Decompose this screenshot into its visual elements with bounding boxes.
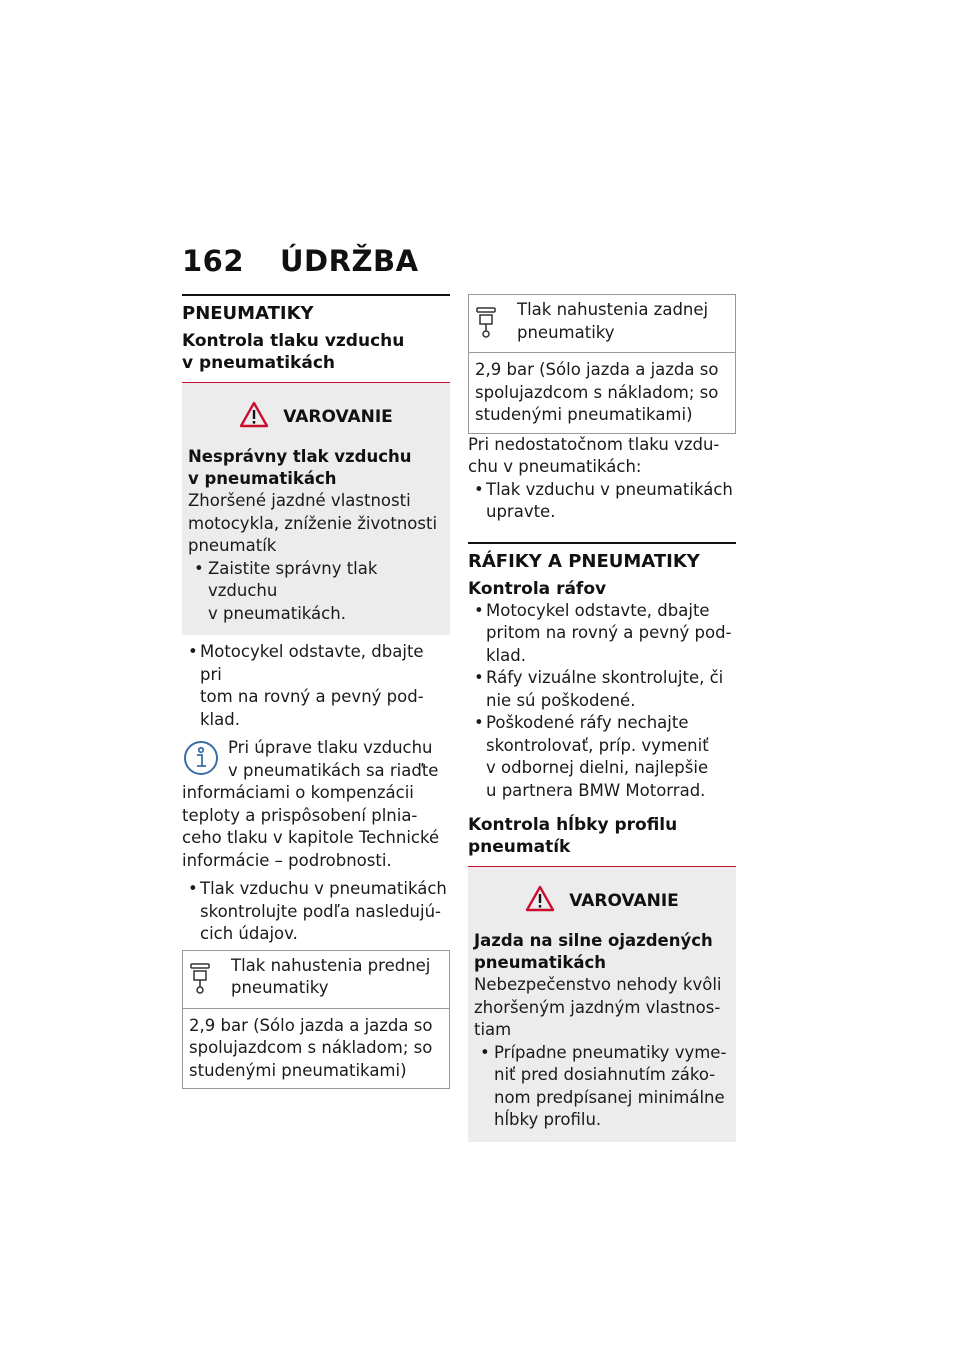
warning-box (182, 383, 450, 635)
left-column (182, 294, 450, 1089)
low-pressure-text: Pri nedostatočnom tlaku vzdu- chu v pneumatikách: (468, 434, 720, 476)
rim-bullet-1: • Motocykel odstavte, dbajte pritom na rovný a pevný pod- klad. (468, 600, 736, 668)
rear-tire-pressure-label: Tlak nahustenia zadnej pneumatiky (517, 300, 709, 342)
warning-text: Zhoršené jazdné vlastnosti motocykla, zníženie životnosti pneumatík (188, 491, 438, 555)
section-title-pneumatiky: PNEUMATIKY (182, 303, 314, 324)
tire-pressure-gauge-icon (473, 299, 517, 343)
warning-bullet: • Zaistite správny tlak vzduchu v pneumatikách. (188, 558, 444, 626)
warning-heading: Nesprávny tlak vzduchu v pneumatikách (188, 447, 412, 488)
subsection-title-rim-check: Kontrola ráfov (468, 578, 607, 599)
rim-bullet-2: • Ráfy vizuálne skontrolujte, či nie sú poškodené. (468, 667, 736, 712)
front-tire-pressure-label: Tlak nahustenia prednej pneumatiky (231, 955, 431, 997)
warning-title: VAROVANIE (283, 406, 393, 427)
rim-bullet-3: • Poškodené ráfy nechajte skontrolovať, príp. vymeniť v odbornej dielni, najlepšie u partnera BMW Motorrad. (468, 712, 736, 802)
warning-text: Nebezpečenstvo nehody kvôli zhoršeným jazdným vlastnos- tiam (474, 975, 722, 1039)
warning-title: VAROVANIE (569, 890, 679, 911)
page-header (182, 244, 419, 278)
low-pressure-bullet: • Tlak vzduchu v pneumatikách upravte. (468, 479, 736, 524)
section-rule (468, 542, 736, 544)
front-tire-pressure-value: 2,9 bar (Sólo jazda a jazda so spolujazdcom s nákladom; so studenými pneumatikami) (189, 1015, 433, 1080)
tire-pressure-gauge-icon (187, 955, 231, 999)
warning-box (468, 867, 736, 1142)
warning-bullet: • Prípadne pneumatiky vyme- niť pred dosiahnutím záko- nom predpísanej minimálne hĺbky profilu. (474, 1042, 730, 1132)
warning-triangle-icon (525, 885, 555, 916)
info-note: Pri úprave tlaku vzduchu v pneumatikách sa riaďte informáciami o kompenzácii teploty a prispôsobení plnia- ceho tlaku v kapitole Technické informácie – podrobnosti. (182, 738, 440, 870)
subsection-title-tire-pressure: Kontrola tlaku vzduchu v pneumatikách (182, 331, 405, 373)
page-number: 162 (182, 244, 245, 278)
instruction-bullet-park: • Motocykel odstavte, dbajte pri tom na rovný a pevný pod- klad. (182, 641, 450, 731)
warning-heading: Jazda na silne ojazdených pneumatikách (474, 931, 713, 972)
info-icon (182, 739, 220, 781)
section-title-rims: RÁFIKY A PNEUMATIKY (468, 550, 700, 572)
front-tire-pressure-table (182, 950, 450, 1090)
chapter-title: ÚDRŽBA (280, 244, 419, 278)
section-rule (182, 294, 450, 296)
right-column (468, 294, 736, 1142)
rear-tire-pressure-value: 2,9 bar (Sólo jazda a jazda so spolujazdcom s nákladom; so studenými pneumatikami) (475, 360, 719, 424)
subsection-title-tread-depth: Kontrola hĺbky profilu pneumatík (468, 815, 678, 857)
instruction-bullet-check: • Tlak vzduchu v pneumatikách skontrolujte podľa nasledujú- cich údajov. (182, 878, 450, 946)
warning-triangle-icon (239, 401, 269, 432)
rear-tire-pressure-table (468, 294, 736, 434)
